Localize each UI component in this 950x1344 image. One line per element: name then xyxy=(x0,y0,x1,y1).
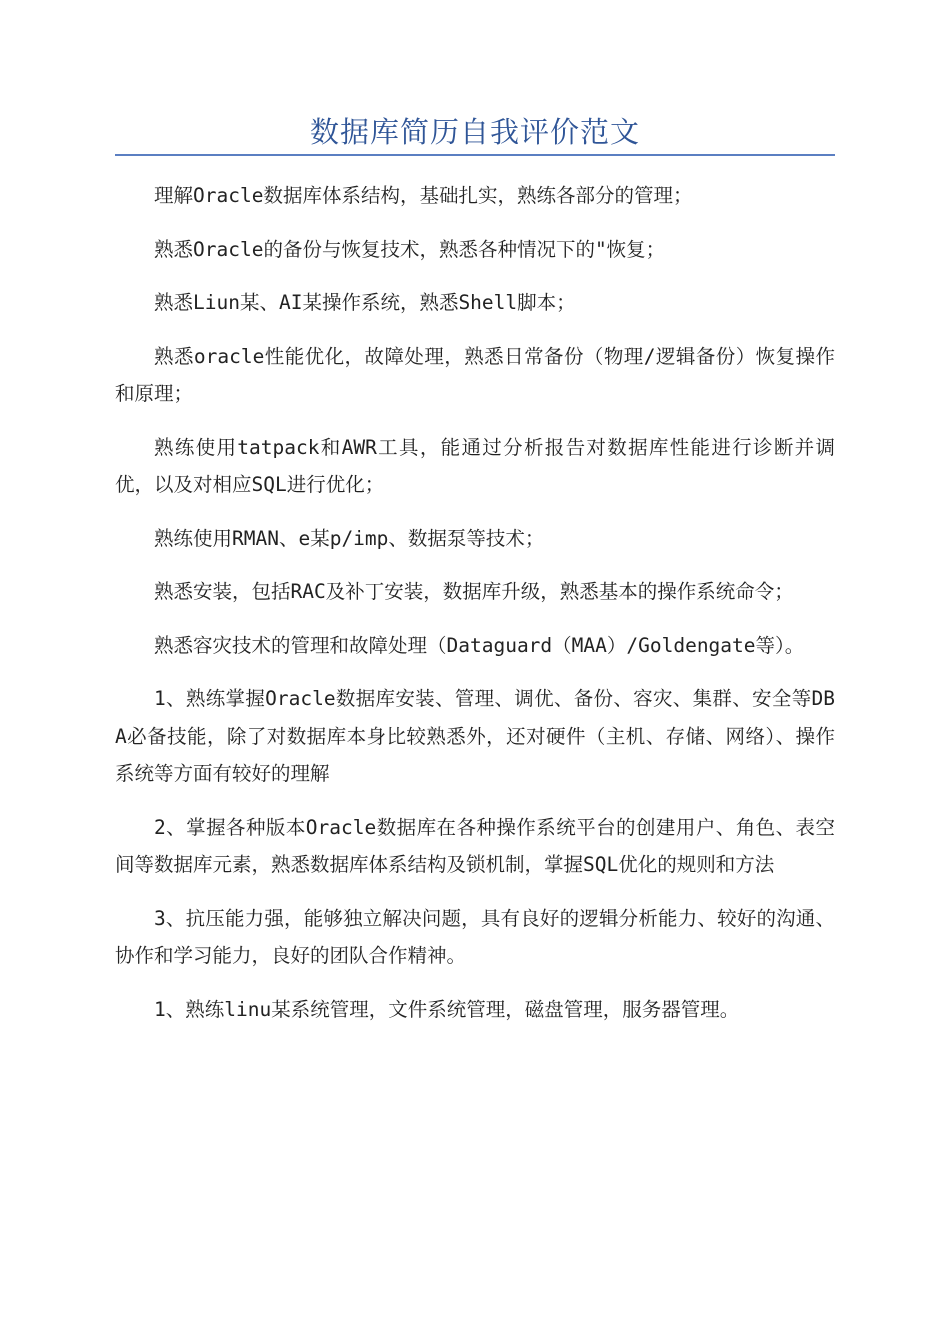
document-title: 数据库简历自我评价范文 xyxy=(309,115,640,149)
paragraph: 熟悉oracle性能优化，故障处理，熟悉日常备份（物理/逻辑备份）恢复操作和原理； xyxy=(115,344,835,405)
paragraph: 理解Oracle数据库体系结构，基础扎实，熟练各部分的管理； xyxy=(154,184,693,207)
title-underline xyxy=(115,154,835,156)
paragraph: 熟练使用tatpack和AWR工具，能通过分析报告对数据库性能进行诊断并调优，以及对相应SQL进行优化； xyxy=(115,435,835,496)
paragraph: 熟悉Oracle的备份与恢复技术，熟悉各种情况下的"恢复； xyxy=(154,237,666,261)
paragraph: 1、熟练掌握Oracle数据库安装、管理、调优、备份、容灾、集群、安全等DBA必备技能，除了对数据库本身比较熟悉外，还对硬件（主机、存储、网络）、操作系统等方面有较好的理解 xyxy=(115,687,835,785)
paragraph: 3、抗压能力强，能够独立解决问题，具有良好的逻辑分析能力、较好的沟通、协作和学习能力，良好的团队合作精神。 xyxy=(115,906,835,967)
paragraph: 熟悉Liun某、AI某操作系统，熟悉Shell脚本； xyxy=(154,291,576,314)
document-body xyxy=(115,177,835,1044)
paragraph: 熟悉容灾技术的管理和故障处理（Dataguard（MAA）/Goldengate等）。 xyxy=(154,633,805,657)
paragraph: 熟练使用RMAN、e某p/imp、数据泵等技术； xyxy=(154,526,545,550)
paragraph: 1、熟练linu某系统管理，文件系统管理，磁盘管理，服务器管理。 xyxy=(154,997,740,1021)
paragraph: 2、掌握各种版本Oracle数据库在各种操作系统平台的创建用户、角色、表空间等数据库元素，熟悉数据库体系结构及锁机制，掌握SQL优化的规则和方法 xyxy=(115,815,835,876)
paragraph: 熟悉安装，包括RAC及补丁安装，数据库升级，熟悉基本的操作系统命令； xyxy=(154,580,794,603)
